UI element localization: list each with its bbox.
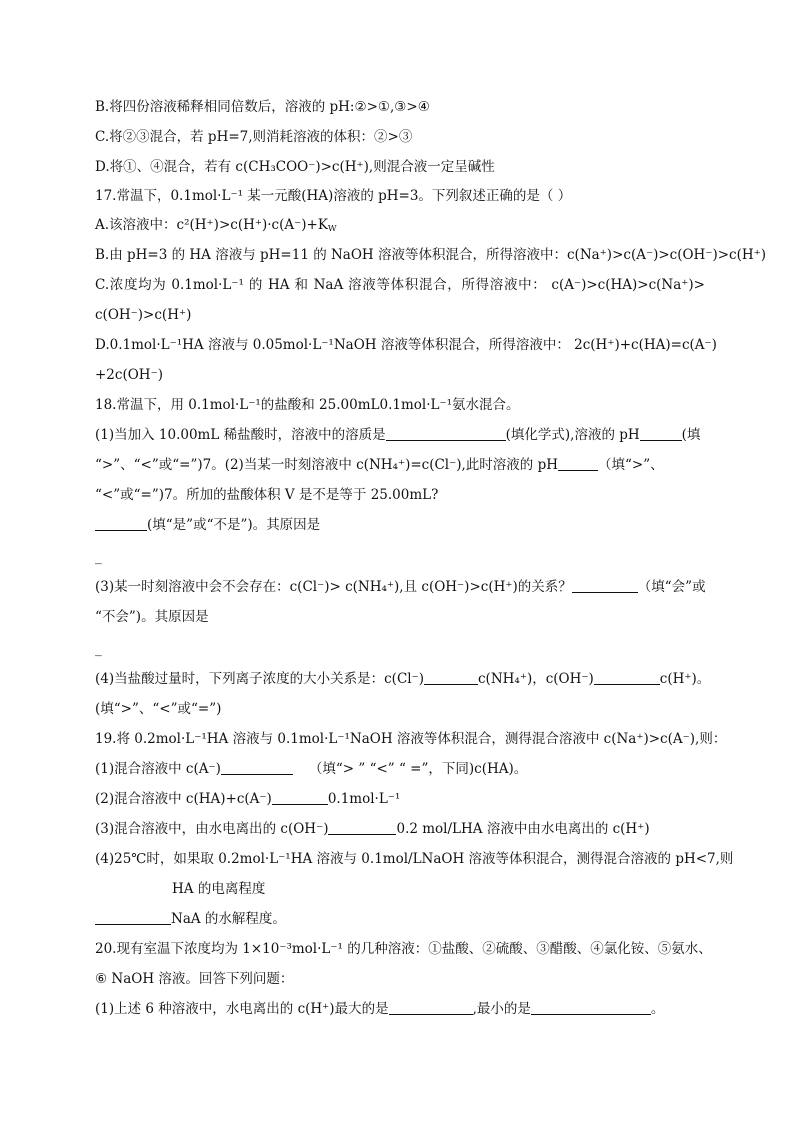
q19-part1-text-b: （填“> ” “<” “ =”，下同)c(HA)。 <box>308 761 528 777</box>
answer-blank[interactable] <box>272 790 328 805</box>
q18-part4-text-b: c(NH₄⁺)，c(OH⁻) <box>478 671 594 687</box>
q19-part1-text-a: (1)混合溶液中 c(A⁻) <box>95 761 221 777</box>
q20-part1-text-a: (1)上述 6 种溶液中，水电离出的 c(H⁺)最大的是 <box>95 1001 389 1017</box>
q18-part2-line2: “<”或“=”)7。所加的盐酸体积 V 是不是等于 25.00mL? <box>95 487 439 503</box>
q19-part4-line: (4)25℃时，如果取 0.2mol·L⁻¹HA 溶液与 0.1mol/LNaOH 溶液等体积混合，测得混合溶液的 pH<7,则 <box>95 851 734 867</box>
q18-part1-line <box>95 426 700 444</box>
q18-part2-line3 <box>95 516 320 534</box>
q18-part3-line <box>95 578 706 596</box>
answer-blank[interactable] <box>424 670 478 685</box>
q20-part1-text-c: 。 <box>650 1001 665 1017</box>
q19-part4-line3 <box>95 910 286 928</box>
option-d-line: D.将①、④混合，若有 c(CH₃COO⁻)>c(H⁺),则混合液一定呈碱性 <box>95 159 495 175</box>
q17-option-a-subscript: W <box>327 224 337 234</box>
q17-option-a <box>95 216 337 234</box>
q18-part3-text-a: (3)某一时刻溶液中会不会存在：c(Cl⁻)> c(NH₄⁺),且 c(OH⁻)>c(H⁺)的关系？ <box>95 579 572 595</box>
q18-part2-line <box>95 456 664 474</box>
option-b-line: B.将四份溶液稀释相同倍数后，溶液的 pH:②>①,③>④ <box>95 99 430 115</box>
answer-blank[interactable] <box>640 426 682 441</box>
answer-blank[interactable] <box>328 820 396 835</box>
q17-option-c-line2: c(OH⁻)>c(H⁺) <box>95 307 192 323</box>
q19-part3-text-b: 0.2 mol/LHA 溶液中由水电离出的 c(H⁺) <box>396 821 650 837</box>
q18-part4-line2: (填“>”、“<”或“=”) <box>95 701 222 717</box>
answer-blank[interactable] <box>386 426 506 441</box>
q19-part2-line <box>95 790 400 808</box>
answer-blank[interactable] <box>558 456 598 471</box>
q18-part4-text-c: c(H⁺)。 <box>659 671 711 687</box>
q18-part1-text-a: (1)当加入 10.00mL 稀盐酸时，溶液中的溶质是 <box>95 427 386 443</box>
q18-reason-dash: _ <box>95 549 102 565</box>
q18-part2-text-a: “>”、“<”或“=”)7。(2)当某一时刻溶液中 c(NH₄⁺)=c(Cl⁻),此时溶液的 pH <box>95 457 559 473</box>
q18-part2-text-b: （填“>”、 <box>598 457 664 473</box>
q19-part4-line2: HA 的电离程度 <box>172 881 266 897</box>
q18-part3-line2: “不会”)。其原因是 <box>95 609 209 625</box>
q17-option-d-line2: +2c(OH⁻) <box>95 367 163 383</box>
q19-part4-text: NaA 的水解程度。 <box>171 911 286 927</box>
q17-option-d-line1: D.0.1mol·L⁻¹HA 溶液与 0.05mol·L⁻¹NaOH 溶液等体积混合，所得溶液中： 2c(H⁺)+c(HA)=c(A⁻) <box>95 337 717 353</box>
question-18-stem: 18.常温下，用 0.1mol·L⁻¹的盐酸和 25.00mL0.1mol·L⁻¹氨水混合。 <box>95 397 520 413</box>
answer-blank[interactable] <box>594 670 660 685</box>
answer-blank[interactable] <box>95 516 147 531</box>
question-20-stem: 20.现有室温下浓度均为 1×10⁻³mol·L⁻¹ 的几种溶液：①盐酸、②硫酸、③醋酸、④氯化铵、⑤氨水、 <box>95 941 712 957</box>
q18-part1-text-c: (填 <box>681 427 701 443</box>
question-20-stem-2: ⑥ NaOH 溶液。回答下列问题： <box>95 971 294 987</box>
option-c-line: C.将②③混合，若 pH=7,则消耗溶液的体积：②>③ <box>95 129 413 145</box>
q19-part1-line <box>95 760 527 778</box>
answer-blank[interactable] <box>95 910 171 925</box>
question-17-stem: 17.常温下，0.1mol·L⁻¹ 某一元酸(HA)溶液的 pH=3。下列叙述正确的是（ ） <box>95 188 572 204</box>
q18-part4-text-a: (4)当盐酸过量时，下列离子浓度的大小关系是：c(Cl⁻) <box>95 671 424 687</box>
answer-blank[interactable] <box>221 760 293 775</box>
q20-part1-text-b: ,最小的是 <box>472 1001 531 1017</box>
question-19-stem: 19.将 0.2mol·L⁻¹HA 溶液与 0.1mol·L⁻¹NaOH 溶液等体积混合，测得混合溶液中 c(Na⁺)>c(A⁻),则： <box>95 731 727 747</box>
q18-part3-text-b: （填“会”或 <box>637 579 706 595</box>
q18-part2-text-c: (填“是”或“不是”)。其原因是 <box>147 517 321 533</box>
q18-part4-line <box>95 670 710 688</box>
q19-part2-text-a: (2)混合溶液中 c(HA)+c(A⁻) <box>95 791 272 807</box>
q19-part2-text-b: 0.1mol·L⁻¹ <box>327 791 401 807</box>
q19-part3-line <box>95 820 650 838</box>
q17-option-b: B.由 pH=3 的 HA 溶液与 pH=11 的 NaOH 溶液等体积混合，所得溶液中：c(Na⁺)>c(A⁻)>c(OH⁻)>c(H⁺) <box>95 247 767 263</box>
q19-part3-text-a: (3)混合溶液中，由水电离出的 c(OH⁻) <box>95 821 329 837</box>
answer-blank[interactable] <box>389 1000 473 1015</box>
q18-part1-text-b: (填化学式),溶液的 pH <box>505 427 640 443</box>
answer-blank[interactable] <box>531 1000 651 1015</box>
q20-part1-line <box>95 1000 664 1018</box>
q17-option-a-text: A.该溶液中：c²(H⁺)>c(H⁺)·c(A⁻)+K <box>95 217 328 233</box>
q17-option-c-line1: C.浓度均为 0.1mol·L⁻¹ 的 HA 和 NaA 溶液等体积混合，所得溶液中： c(A⁻)>c(HA)>c(Na⁺)> <box>95 277 705 293</box>
q18-reason-dash-2: _ <box>95 641 102 657</box>
answer-blank[interactable] <box>572 578 638 593</box>
